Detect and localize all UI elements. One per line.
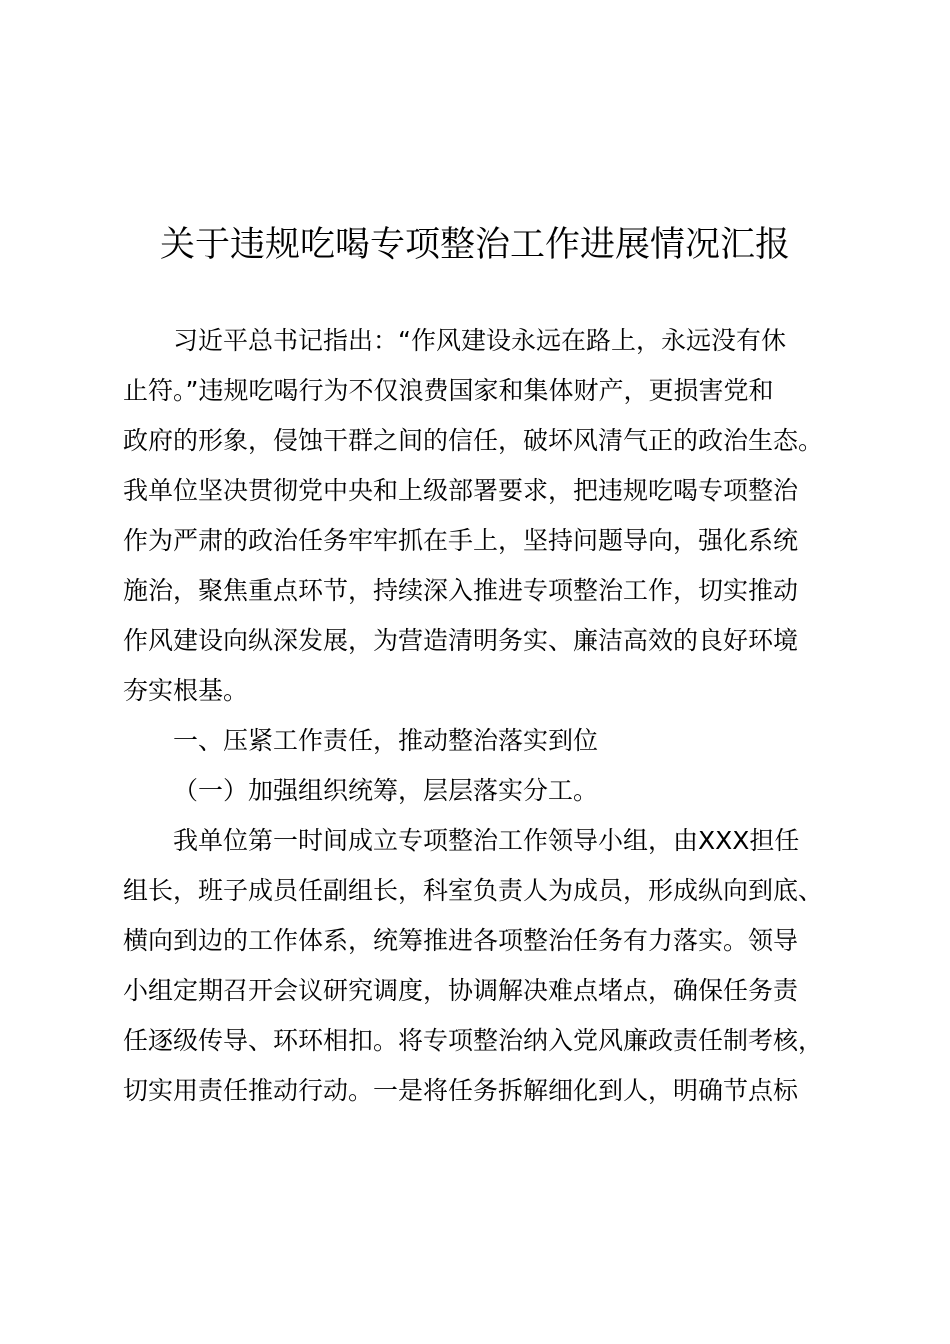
paragraph-line: 小组定期召开会议研究调度，协调解决难点堵点，确保任务责 [123, 976, 799, 1005]
section-heading: 一、压紧工作责任，推动整治落实到位 [173, 726, 599, 755]
paragraph-line: 作风建设向纵深发展，为营造清明务实、廉洁高效的良好环境 [123, 626, 799, 655]
paragraph-line: 政府的形象，侵蚀干群之间的信任，破坏风清气正的政治生态。 [123, 426, 824, 455]
paragraph-line: 切实用责任推动行动。一是将任务拆解细化到人，明确节点标 [123, 1076, 799, 1105]
paragraph-line: 任逐级传导、环环相扣。将专项整治纳入党风廉政责任制考核， [123, 1026, 824, 1055]
paragraph-line: 止符。”违规吃喝行为不仅浪费国家和集体财产，更损害党和 [123, 376, 774, 405]
paragraph-line: 施治，聚焦重点环节，持续深入推进专项整治工作，切实推动 [123, 576, 799, 605]
document-title: 关于违规吃喝专项整治工作进展情况汇报 [159, 225, 790, 265]
paragraph-line: 我单位第一时间成立专项整治工作领导小组，由XXX担任 [173, 826, 800, 855]
paragraph-line: 作为严肃的政治任务牢牢抓在手上，坚持问题导向，强化系统 [123, 526, 799, 555]
paragraph-line: 横向到边的工作体系，统筹推进各项整治任务有力落实。领导 [123, 926, 799, 955]
paragraph-line: 习近平总书记指出：“作风建设永远在路上，永远没有休 [173, 326, 786, 355]
paragraph-line: 组长，班子成员任副组长，科室负责人为成员，形成纵向到底、 [123, 876, 824, 905]
paragraph-line: 夯实根基。 [123, 676, 249, 705]
subsection-heading: （一）加强组织统筹，层层落实分工。 [173, 776, 599, 805]
paragraph-line: 我单位坚决贯彻党中央和上级部署要求，把违规吃喝专项整治 [123, 476, 799, 505]
